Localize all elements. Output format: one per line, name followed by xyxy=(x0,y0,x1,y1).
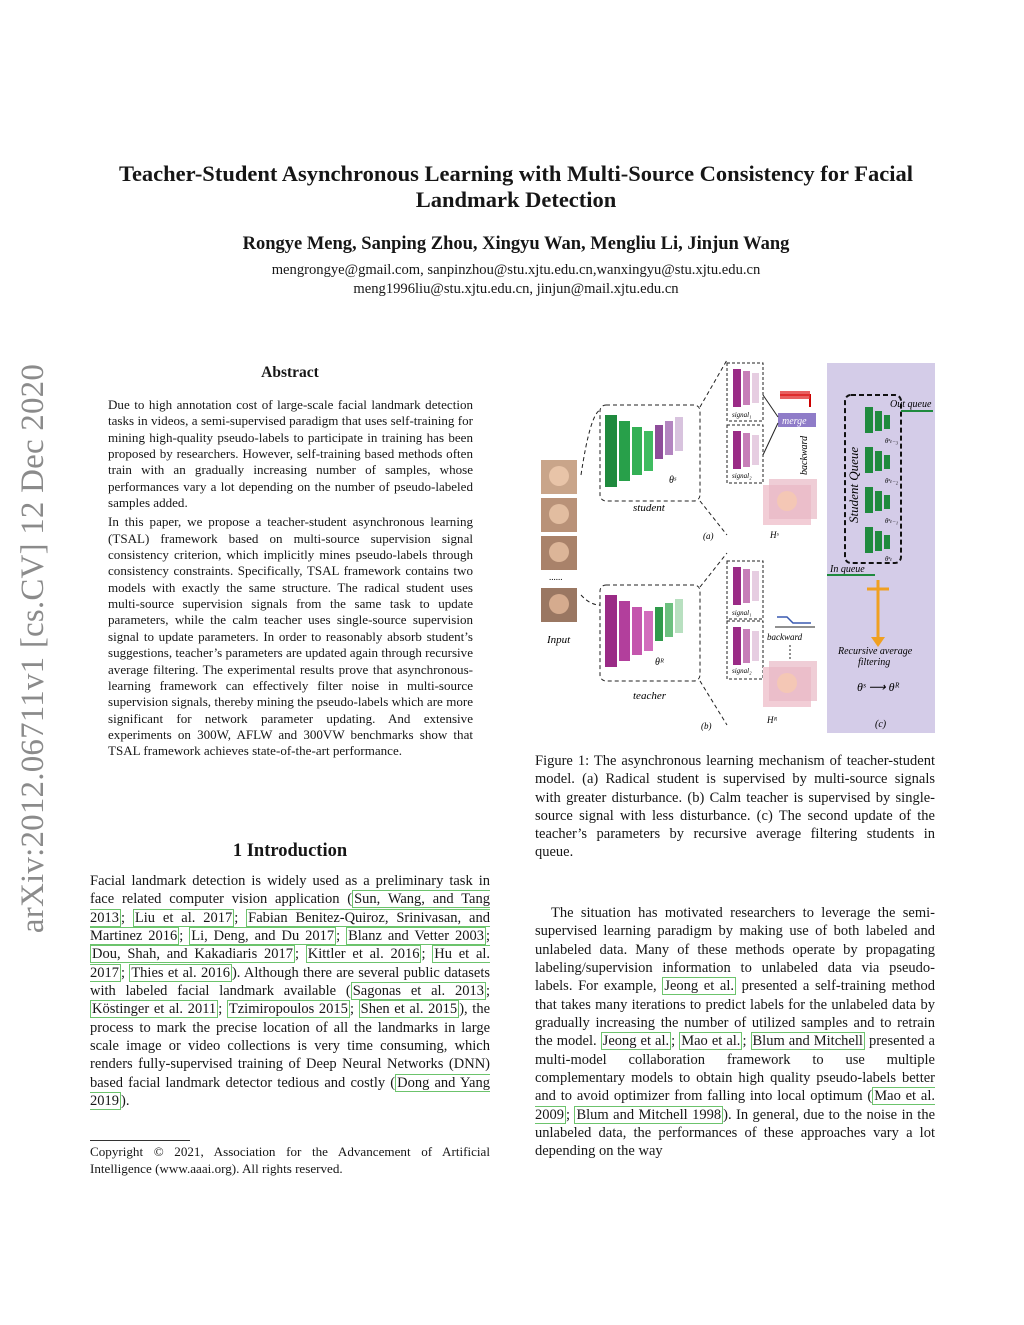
citation-link[interactable]: Kittler et al. 2016 xyxy=(307,946,420,963)
signal1-label-b: signal₁ xyxy=(732,609,752,617)
signal2-label-b: signal₂ xyxy=(732,667,752,675)
panel-b-label: (b) xyxy=(701,721,712,731)
text-run: ). xyxy=(121,1093,130,1110)
queue-theta-t: θˢₜ xyxy=(885,555,892,563)
input-to-teacher-arrow xyxy=(581,595,600,605)
abstract-heading: Abstract xyxy=(261,364,319,381)
text-run: ; xyxy=(121,964,130,981)
queue-theta-t2: θˢₜ₋₂ xyxy=(885,477,899,485)
email-line-1: mengrongye@gmail.com, sanpinzhou@stu.xjtu.edu.cn,wanxingyu@stu.xjtu.edu.cn xyxy=(271,262,761,278)
text-run: The situation has motivated researchers to leverage the semi-supervised learning paradigm by making use of both labeled and unlabeled data. Many of these methods operate by propagating labeling/supervision information to unlabeled data via pseudo-labels. For example, xyxy=(535,905,935,995)
text-run: ; xyxy=(671,1033,680,1050)
text-run: ; xyxy=(566,1106,575,1123)
text-run: ; xyxy=(179,928,190,945)
citation-link[interactable]: Hu et al. 2017 xyxy=(90,946,491,981)
text-run: presented a multi-model collaboration framework to use multiple complementary models to obtain high quality pseudo-labels better and to avoid optimizer from falling into local optimum ( xyxy=(535,1033,935,1105)
figure-1 xyxy=(535,355,937,735)
panel-a xyxy=(703,363,817,541)
section-heading-introduction: 1 Introduction xyxy=(232,841,348,861)
text-run: ; xyxy=(121,909,133,926)
filtering-label: filtering xyxy=(858,657,891,668)
backward-label-a: backward xyxy=(799,435,810,475)
zoom-lines-b xyxy=(700,553,727,725)
teacher-theta: θᴿ xyxy=(655,657,665,668)
citation-link[interactable]: Blum and Mitchell xyxy=(752,1033,863,1050)
backward-label-b: backward xyxy=(767,632,803,642)
face-thumbnail xyxy=(549,466,569,486)
paper-title: Teacher-Student Asynchronous Learning with Multi-Source Consistency for Facial Landmark Detection xyxy=(119,161,913,212)
citation-link[interactable]: Shen et al. 2015 xyxy=(360,1001,458,1018)
student-label: student xyxy=(633,502,665,514)
citation-link[interactable]: Köstinger et al. 2011 xyxy=(92,1001,217,1018)
introduction-body xyxy=(90,872,490,1110)
citation-link[interactable]: Jeong et al. xyxy=(664,978,735,995)
panel-c xyxy=(827,363,935,733)
citation-link[interactable]: Mao et al. xyxy=(681,1033,741,1050)
citation-link[interactable]: Liu et al. 2017 xyxy=(134,909,233,926)
in-queue-label: In queue xyxy=(830,564,865,575)
signal1-label-a: signal₁ xyxy=(732,411,752,419)
right-column-body xyxy=(535,904,935,1161)
signal2-label-a: signal₂ xyxy=(732,472,752,480)
abstract-paragraph-2: In this paper, we propose a teacher-student asynchronous learning (TSAL) framework based on multi-source supervision signal consistency criterion, which implicitly mines pseudo-labels through consistency constraints. Specifically, TSAL framework contains two models with exactly the same structure. The radical student uses multi-source supervision signals from the same task to update parameters, while the calm teacher uses single-source supervision signal to update parameters. In order to reasonably absorb student’s suggestions, teacher’s parameters are updated again through recursive average filtering. The experimental results prove that asynchronous-learning framework can effectively filter noise in multi-source supervision signals, thereby mining the pseudo-labels which are more significant for network parameter updating. And extensive experiments on 300W, AFLW and 300VW benchmarks show that TSAL framework achieves state-of-the-art performance. xyxy=(108,514,473,759)
citation-link[interactable]: Li, Deng, and Du 2017 xyxy=(191,928,335,945)
text-run: ; xyxy=(485,983,490,1000)
text-run: ; xyxy=(294,946,306,963)
citation-link[interactable]: Mao et al. 2009 xyxy=(535,1088,935,1123)
panel-a-label: (a) xyxy=(703,531,714,541)
hr-label: Hᴿ xyxy=(767,715,778,725)
update-formula: θˢ ⟶ θᴿ xyxy=(857,680,900,694)
text-run: ; xyxy=(336,928,347,945)
text-run: Facial landmark detection is widely used as a preliminary task in face related computer vision application ( xyxy=(90,873,490,908)
input-to-student-arrow xyxy=(581,410,600,475)
out-queue-label: Out queue xyxy=(890,399,932,410)
citation-link[interactable]: Tzimiropoulos 2015 xyxy=(228,1001,348,1018)
citation-link[interactable]: Sun, Wang, and Tang 2013 xyxy=(90,891,490,926)
face-thumbnail xyxy=(549,594,569,614)
footnote-rule xyxy=(90,1140,190,1141)
citation-link[interactable]: Sagonas et al. 2013 xyxy=(352,983,484,1000)
panel-b xyxy=(701,561,817,731)
arxiv-stamp-text: arXiv:2012.06711v1 [cs.CV] 12 Dec 2020 xyxy=(15,363,52,933)
text-run: ; xyxy=(742,1033,751,1050)
input-dots: ...... xyxy=(549,572,563,582)
abstract-body xyxy=(108,397,473,763)
citation-link[interactable]: Dong and Yang 2019 xyxy=(90,1074,490,1110)
citation-link[interactable]: Blanz and Vetter 2003 xyxy=(348,928,484,945)
merge-label: merge xyxy=(782,416,807,427)
arxiv-stamp xyxy=(6,348,62,948)
citation-link[interactable]: Thies et al. 2016 xyxy=(131,964,230,981)
text-run: ). Although there are several public datasets with labeled facial landmark available ( xyxy=(90,964,491,1000)
citation-link[interactable]: Fabian Benitez-Quiroz, Srinivasan, and Martinez 2016 xyxy=(90,909,490,945)
text-run: ; xyxy=(485,928,490,945)
copyright-footnote: Copyright © 2021, Association for the Advancement of Artificial Intelligence (www.aaai.org). All rights reserved. xyxy=(90,1144,490,1176)
citation-link[interactable]: Blum and Mitchell 1998 xyxy=(576,1106,722,1123)
text-run: ). In general, due to the noise in the unlabeled data, the performances of these approaches vary a lot depending on the way xyxy=(535,1106,936,1160)
input-label: Input xyxy=(547,634,571,646)
author-emails xyxy=(100,261,932,298)
panel-c-label: (c) xyxy=(875,719,887,730)
face-thumbnail xyxy=(549,542,569,562)
citation-link[interactable]: Jeong et al. xyxy=(602,1033,670,1050)
text-run: ), the process to mark the precise location of all the landmarks in large scale image or video collections is very time consuming, which renders fully-supervised training of Deep Neural Networks (DNN) based facial landmark detector tedious and costly ( xyxy=(90,1001,491,1091)
queue-theta-t1: θˢₜ₋₁ xyxy=(885,517,899,525)
abstract-paragraph-1: Due to high annotation cost of large-scale facial landmark detection tasks in videos, a semi-supervised paradigm that uses self-training for mining high-quality pseudo-labels to participate in training has been proposed by researchers. However, self-training based methods often train with an gradually increasing number of samples, whose performances vary a lot depending on the number of pseudo-labeled samples added. xyxy=(108,397,473,511)
teacher-network xyxy=(605,595,683,667)
figure-1-caption: Figure 1: The asynchronous learning mechanism of teacher-student model. (a) Radical student is supervised by multi-source signals with greater disturbance. (b) Calm teacher is supervised by single-source signal with less disturbance. (c) The second update of the teacher’s parameters by recursive average filtering students in queue. xyxy=(535,753,935,861)
text-run: presented a self-training method that takes many iterations to predict labels for the unlabeled data by gradually increasing the number of utilized samples and to retrain the model. xyxy=(535,978,935,1050)
introduction-paragraph xyxy=(90,872,490,1110)
text-run: ; xyxy=(349,1001,359,1018)
author-list: Rongye Meng, Sanping Zhou, Xingyu Wan, Mengliu Li, Jinjun Wang xyxy=(242,234,790,254)
citation-link[interactable]: Dou, Shah, and Kakadiaris 2017 xyxy=(92,946,293,963)
zoom-lines-a xyxy=(700,360,727,535)
face-thumbnail xyxy=(549,504,569,524)
recursive-label: Recursive average xyxy=(838,646,913,657)
teacher-label: teacher xyxy=(633,690,666,702)
queue-theta-t3: θˢₜ₋₃ xyxy=(885,437,899,445)
text-run: ; xyxy=(218,1001,227,1018)
text-run: ; xyxy=(421,946,433,963)
text-run: ; xyxy=(234,909,247,926)
input-face-stack xyxy=(541,460,577,646)
student-queue-label: Student Queue xyxy=(846,446,861,523)
student-theta: θˢ xyxy=(669,475,677,486)
right-paragraph xyxy=(535,904,935,1161)
hs-label: Hˢ xyxy=(770,530,779,540)
email-line-2: meng1996liu@stu.xjtu.edu.cn, jinjun@mail.xjtu.edu.cn xyxy=(353,280,679,297)
